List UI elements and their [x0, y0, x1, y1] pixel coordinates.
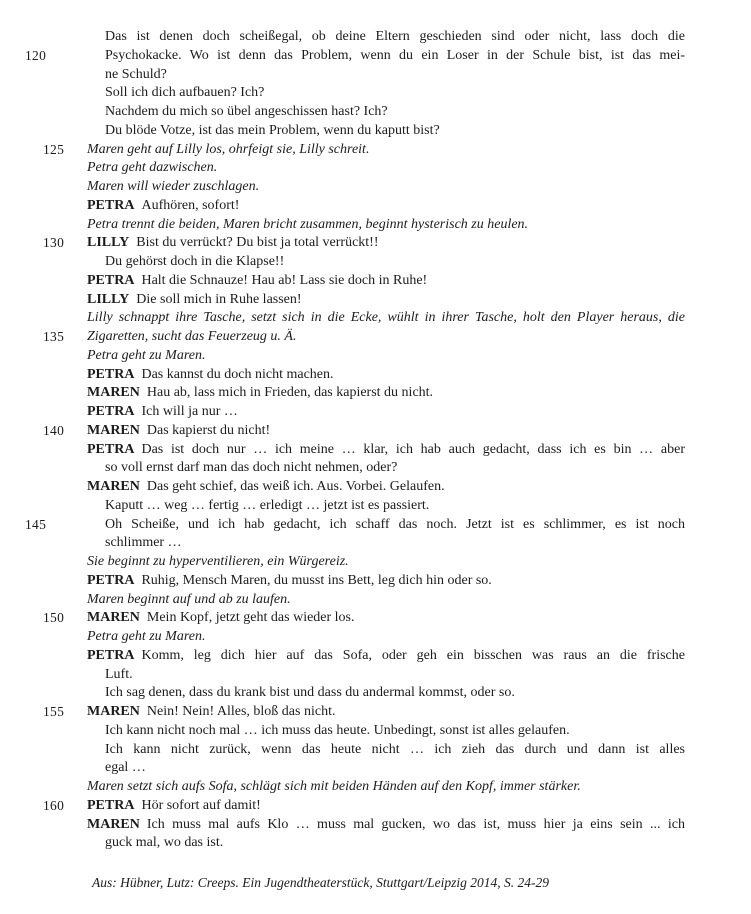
speaker-name: MAREN: [87, 422, 140, 438]
line-text: Ich will ja nur …: [141, 404, 238, 419]
line-text: Mein Kopf, jetzt geht das wieder los.: [146, 610, 355, 626]
speaker-name: LILLY: [87, 291, 130, 307]
dialogue-line: [87, 291, 685, 310]
line-text: Aufhören, sofort!: [141, 197, 240, 213]
dialogue-line: [87, 647, 685, 666]
dialogue-line: [87, 441, 685, 460]
line-text: Nein! Nein! Alles, bloß das nicht.: [146, 704, 336, 719]
speaker-name: PETRA: [87, 197, 135, 213]
dialogue-line: [87, 272, 685, 291]
line-text: Lilly schnappt ihre Tasche, setzt sich in die Ecke, wühlt in ihrer Tasche, holt den Player heraus, die: [87, 310, 685, 326]
line-text: Psychokacke. Wo ist denn das Problem, wenn du ein Loser in der Schule bist, ist das mei-: [105, 47, 685, 63]
dialogue-line: [87, 534, 685, 553]
line-text: Petra trennt die beiden, Maren bricht zusammen, beginnt hysterisch zu heulen.: [87, 216, 529, 232]
dialogue-line: [87, 572, 685, 591]
line-text: Oh Scheiße, und ich hab gedacht, ich schaff das noch. Jetzt ist es schlimmer, es ist noch: [105, 516, 685, 532]
speaker-name: MAREN: [87, 479, 140, 494]
dialogue-line: [87, 478, 685, 497]
stage-direction-line: [43, 328, 685, 347]
stage-direction-line: [43, 141, 685, 160]
dialogue-line: [25, 47, 685, 66]
line-text: Komm, leg dich hier auf das Sofa, oder geh ein bisschen was raus an die frische: [141, 647, 685, 663]
line-text: Hör sofort auf damit!: [141, 797, 261, 813]
line-text: Maren beginnt auf und ab zu laufen.: [87, 591, 291, 607]
dialogue-line: [25, 516, 685, 535]
stage-direction-line: [87, 778, 685, 797]
dialogue-line: [43, 234, 685, 253]
speaker-name: MAREN: [87, 385, 140, 401]
line-text: Das kannst du doch nicht machen.: [141, 366, 334, 382]
speaker-name: PETRA: [87, 572, 135, 588]
line-number: 150: [43, 610, 65, 626]
line-number: 155: [43, 704, 65, 719]
line-text: so voll ernst darf man das doch nicht nehmen, oder?: [105, 460, 398, 476]
line-text: Ich kann nicht noch mal … ich muss das heute. Unbedingt, sonst ist alles gelaufen.: [105, 722, 570, 738]
speaker-name: PETRA: [87, 272, 135, 288]
line-text: guck mal, wo das ist.: [105, 835, 224, 851]
dialogue-line: [87, 66, 685, 85]
source-citation: Aus: Hübner, Lutz: Creeps. Ein Jugendtheaterstück, Stuttgart/Leipzig 2014, S. 24-29: [92, 875, 549, 890]
line-text: Zigaretten, sucht das Feuerzeug u. Ä.: [87, 329, 297, 344]
speaker-name: MAREN: [87, 610, 140, 626]
line-text: Luft.: [105, 666, 133, 682]
dialogue-line: [87, 759, 685, 778]
dialogue-line: [87, 666, 685, 685]
stage-direction-line: [87, 159, 685, 178]
line-text: Du blöde Votze, ist das mein Problem, wenn du kaputt bist?: [105, 122, 440, 138]
line-text: Halt die Schnauze! Hau ab! Lass sie doch in Ruhe!: [141, 272, 428, 288]
dialogue-line: [87, 253, 685, 272]
line-text: Das ist denen doch scheißegal, ob deine Eltern geschieden sind oder nicht, lass doch die: [105, 29, 685, 44]
stage-direction-line: [87, 178, 685, 197]
dialogue-line: [87, 816, 685, 835]
speaker-name: PETRA: [87, 441, 135, 457]
line-text: Das geht schief, das weiß ich. Aus. Vorbei. Gelaufen.: [146, 479, 445, 494]
line-number: 160: [43, 797, 65, 813]
speaker-name: PETRA: [87, 366, 135, 382]
stage-direction-line: [87, 216, 685, 235]
line-text: schlimmer …: [105, 535, 182, 551]
line-text: Die soll mich in Ruhe lassen!: [136, 291, 302, 307]
line-text: ne Schuld?: [105, 66, 167, 82]
line-text: Nachdem du mich so übel angeschissen hast? Ich?: [105, 104, 388, 119]
speaker-name: LILLY: [87, 235, 130, 251]
dialogue-line: [87, 197, 685, 216]
line-number: 120: [25, 47, 47, 63]
dialogue-line: [87, 122, 685, 141]
dialogue-line: [87, 84, 685, 103]
speaker-name: MAREN: [87, 704, 140, 719]
dialogue-line: [87, 103, 685, 122]
line-text: Das kapierst du nicht!: [146, 422, 271, 438]
dialogue-line: [87, 459, 685, 478]
line-text: Das ist doch nur … ich meine … klar, ich hab auch gedacht, dass ich es bin … aber: [141, 441, 685, 457]
stage-direction-line: [87, 591, 685, 610]
speaker-name: MAREN: [87, 816, 140, 832]
dialogue-line: [87, 403, 685, 422]
line-text: Hau ab, lass mich in Frieden, das kapierst du nicht.: [146, 385, 434, 401]
stage-direction-line: [87, 553, 685, 572]
dialogue-line: [43, 422, 685, 441]
speaker-name: PETRA: [87, 647, 135, 663]
stage-direction-line: [87, 347, 685, 366]
line-text: Ich muss mal aufs Klo … muss mal gucken, wo das ist, muss hier ja eins sein ... ich: [146, 816, 685, 832]
dialogue-line: [87, 741, 685, 760]
dialogue-line: [43, 609, 685, 628]
line-text: Soll ich dich aufbauen? Ich?: [105, 85, 265, 101]
line-number: 135: [43, 329, 65, 344]
dialogue-line: [87, 722, 685, 741]
dialogue-line: [87, 497, 685, 516]
line-number: 140: [43, 422, 65, 438]
line-text: Bist du verrückt? Du bist ja total verrückt!!: [136, 235, 379, 251]
line-text: Petra geht zu Maren.: [87, 629, 206, 644]
line-text: Maren will wieder zuschlagen.: [87, 179, 260, 194]
speaker-name: PETRA: [87, 404, 135, 419]
script-text-block: [25, 28, 685, 853]
line-text: Ich kann nicht zurück, wenn das heute nicht … ich zieh das durch und dann ist alles: [105, 741, 685, 757]
line-text: Petra geht dazwischen.: [87, 160, 218, 176]
dialogue-line: [43, 703, 685, 722]
dialogue-line: [87, 684, 685, 703]
dialogue-line: [87, 366, 685, 385]
line-number: 125: [43, 141, 65, 157]
line-text: Maren setzt sich aufs Sofa, schlägt sich mit beiden Händen auf den Kopf, immer stärker.: [87, 779, 581, 794]
line-text: Ruhig, Mensch Maren, du musst ins Bett, leg dich hin oder so.: [141, 572, 492, 588]
line-text: Sie beginnt zu hyperventilieren, ein Würgereiz.: [87, 554, 349, 569]
stage-direction-line: [87, 628, 685, 647]
line-number: 145: [25, 516, 47, 532]
line-text: Petra geht zu Maren.: [87, 347, 206, 363]
speaker-name: PETRA: [87, 797, 135, 813]
line-text: Maren geht auf Lilly los, ohrfeigt sie, Lilly schreit.: [87, 141, 370, 157]
stage-direction-line: [87, 309, 685, 328]
dialogue-line: [87, 384, 685, 403]
dialogue-line: [87, 28, 685, 47]
line-text: Kaputt … weg … fertig … erledigt … jetzt ist es passiert.: [105, 497, 430, 513]
line-number: 130: [43, 235, 65, 251]
dialogue-line: [43, 797, 685, 816]
line-text: Ich sag denen, dass du krank bist und dass du andermal kommst, oder so.: [105, 685, 515, 701]
line-text: Du gehörst doch in die Klapse!!: [105, 254, 285, 269]
dialogue-line: [87, 834, 685, 853]
line-text: egal …: [105, 760, 146, 776]
